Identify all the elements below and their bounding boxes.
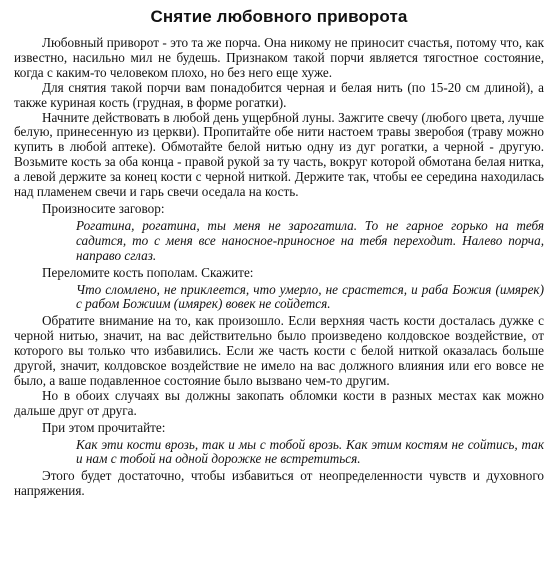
materials-paragraph: Для снятия такой порчи вам понадобится черная и белая нить (по 15-20 см длиной), а также куриная кость (грудная, в форме рогатки). bbox=[14, 79, 544, 110]
instructions-paragraph: Начните действовать в любой день ущербной луны. Зажгите свечу (любого цвета, лучше белую, принесенную из церкви). Пропитайте обе нити настоем травы зверобоя (траву можно купить в любой аптеке). Обмотайте белой нитью одну из дуг рогатки, а черной - другую. Возьмите кость за оба конца - правой рукой за ту часть, вокруг которой обмотана белая нитка, а левой держите за конец кости с черной ниткой. Держите так, чтобы ее середина находилась над пламенем свечи и гарь свечи оседала на кость. bbox=[14, 109, 544, 200]
intro-paragraph: Любовный приворот - это та же порча. Она никому не приносит счастья, потому что, как известно, насильно мил не будешь. Признаком такой порчи является тягостное состояние, когда с каким-то человеком плохо, но без него еще хуже. bbox=[14, 35, 544, 80]
spell-text-3: Как эти кости врозь, так и мы с тобой врозь. Как этим костям не сойтись, так и нам с тобой на одной дорожке не встретиться. bbox=[76, 436, 544, 467]
interpretation-paragraph: Обратите внимание на то, как произошло. Если верхняя часть кости досталась дужке с черной нитью, значит, на вас действительно было произведено колдовское воздействие, от которого вы только что избавились. Если же часть кости с белой ниткой оказалась больше другой, значит, колдовское воздействие не имело на вас должного влияния или его вовсе не было, а ваше подавленное состояние было вызвано чем-то другим. bbox=[14, 313, 544, 388]
spell-intro-label: Произносите заговор: bbox=[42, 200, 165, 216]
read-label: При этом прочитайте: bbox=[42, 419, 166, 435]
page-title: Снятие любовного приворота bbox=[150, 7, 408, 26]
break-bone-label: Переломите кость пополам. Скажите: bbox=[42, 264, 254, 280]
spell-text-2: Что сломлено, не приклеется, что умерло, не срастется, и раба Божия (имярек) с рабом Божиим (имярек) вовек не сойдется. bbox=[76, 281, 544, 312]
spell-text-1: Рогатина, рогатина, ты меня не зарогатила. То не гарное горько на тебя садится, то с меня все наносное-приносное на тебя переходит. Налево порча, направо сглаз. bbox=[76, 217, 544, 263]
conclusion-paragraph: Этого будет достаточно, чтобы избавиться от неопределенности чувств и духовного напряжения. bbox=[14, 468, 544, 499]
bury-paragraph: Но в обоих случаях вы должны закопать обломки кости в разных местах как можно дальше друг от друга. bbox=[14, 387, 544, 418]
